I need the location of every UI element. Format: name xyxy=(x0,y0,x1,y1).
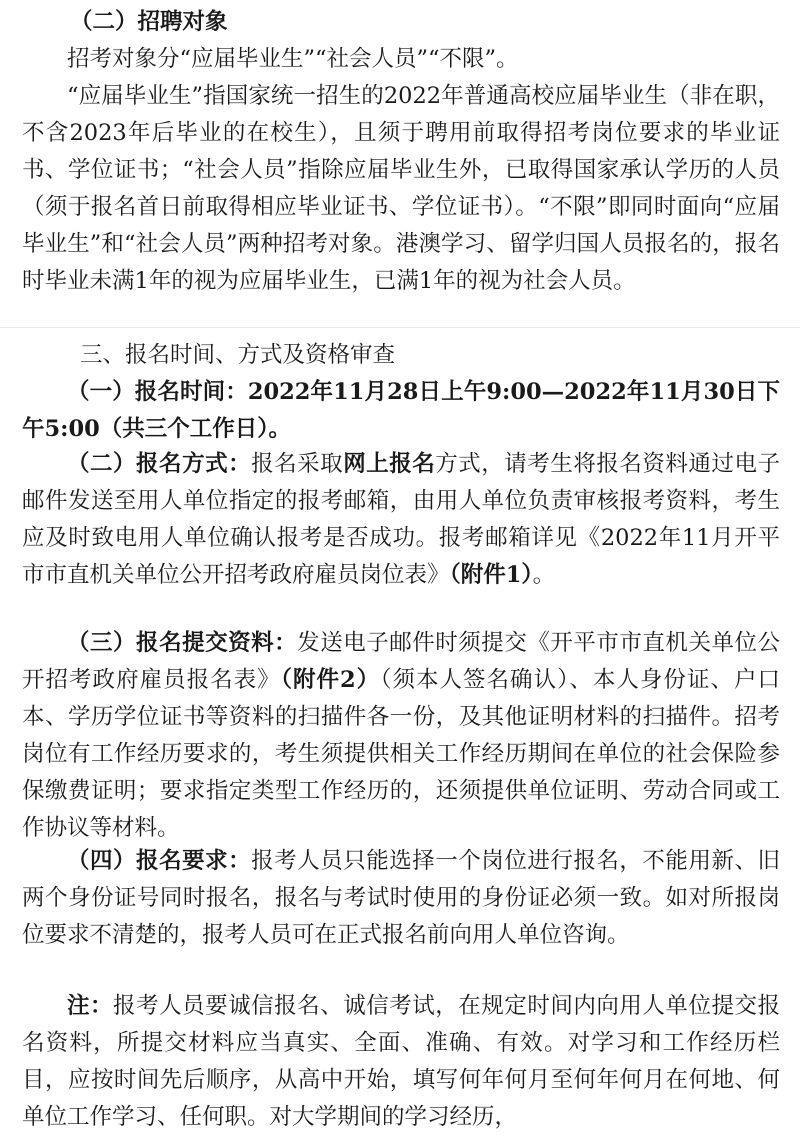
requirements-label: （四）报名要求： xyxy=(67,848,252,874)
method-attachment: （附件1） xyxy=(449,562,533,588)
note-text: 报考人员要诚信报名、诚信考试，在规定时间内向用人单位提交报名资料，所提交材料应当真实、全面、准确、有效。对学习和工作经历栏目，应按时间先后顺序，从高中开始，填写何年何月至何年何月在何地、何单位工作学习、任何职。对大学期间的学习经历， xyxy=(22,993,780,1130)
time-label: （一）报名时间： xyxy=(67,379,248,405)
materials-text-a: 发送电子邮件时须提交《开平市市直机关单位公开招考政府雇员报名表》 xyxy=(22,630,780,693)
method-label: （二）报名方式： xyxy=(67,451,252,477)
method-paragraph xyxy=(22,446,780,594)
section3-heading: 三、报名时间、方式及资格审查 xyxy=(80,342,396,368)
materials-label: （三）报名提交资料： xyxy=(67,630,298,656)
objects-paragraph: 招考对象分“应届毕业生”“社会人员”“不限”。 xyxy=(67,46,519,72)
page-fold-line xyxy=(0,327,800,328)
requirements-paragraph xyxy=(22,843,780,954)
method-text-b: 方式，请考生将报名资料通过电子邮件发送至用人单位指定的报考邮箱，由用人单位负责审核报考资料，考生应及时致电用人单位确认报考是否成功。报考邮箱详见《2022年11月开平市市直机关单位公开招考政府雇员岗位表》 xyxy=(22,451,780,588)
time-paragraph xyxy=(22,374,780,448)
materials-paragraph xyxy=(22,625,780,847)
requirements-text: 报考人员只能选择一个岗位进行报名，不能用新、旧两个身份证号同时报名，报名与考试时使用的身份证必须一致。如对所报岗位要求不清楚的，报考人员可在正式报名前向用人单位咨询。 xyxy=(22,848,780,948)
materials-attachment: （附件2） xyxy=(280,667,381,693)
method-end: 。 xyxy=(532,562,556,588)
note-paragraph xyxy=(22,988,780,1136)
definitions-paragraph: “应届毕业生”指国家统一招生的2022年普通高校应届毕业生（非在职，不含2023年后毕业的在校生），且须于聘用前取得招考岗位要求的毕业证书、学位证书；“社会人员”指除应届毕业生外，已取得国家承认学历的人员（须于报名首日前取得相应毕业证书、学位证书）。“不限”即同时面向“应届毕业生”和“社会人员”两种招考对象。港澳学习、留学归国人员报名的，报名时毕业未满1年的视为应届毕业生，已满1年的视为社会人员。 xyxy=(22,83,780,294)
materials-text-b: （须本人签名确认）、本人身份证、户口本、学历学位证书等资料的扫描件各一份，及其他证明材料的扫描件。招考岗位有工作经历要求的，考生须提供相关工作经历期间在单位的社会保险参保缴费证明；要求指定类型工作经历的，还须提供单位证明、劳动合同或工作协议等材料。 xyxy=(22,667,780,841)
method-text-a: 报名采取 xyxy=(251,451,344,477)
method-bold: 网上报名 xyxy=(343,451,436,477)
note-label: 注： xyxy=(67,993,114,1019)
time-text: 2022年11月28日上午9:00—2022年11月30日下午5:00（共三个工作日）。 xyxy=(22,379,780,442)
recruit-target-heading: （二）招聘对象 xyxy=(70,9,228,35)
